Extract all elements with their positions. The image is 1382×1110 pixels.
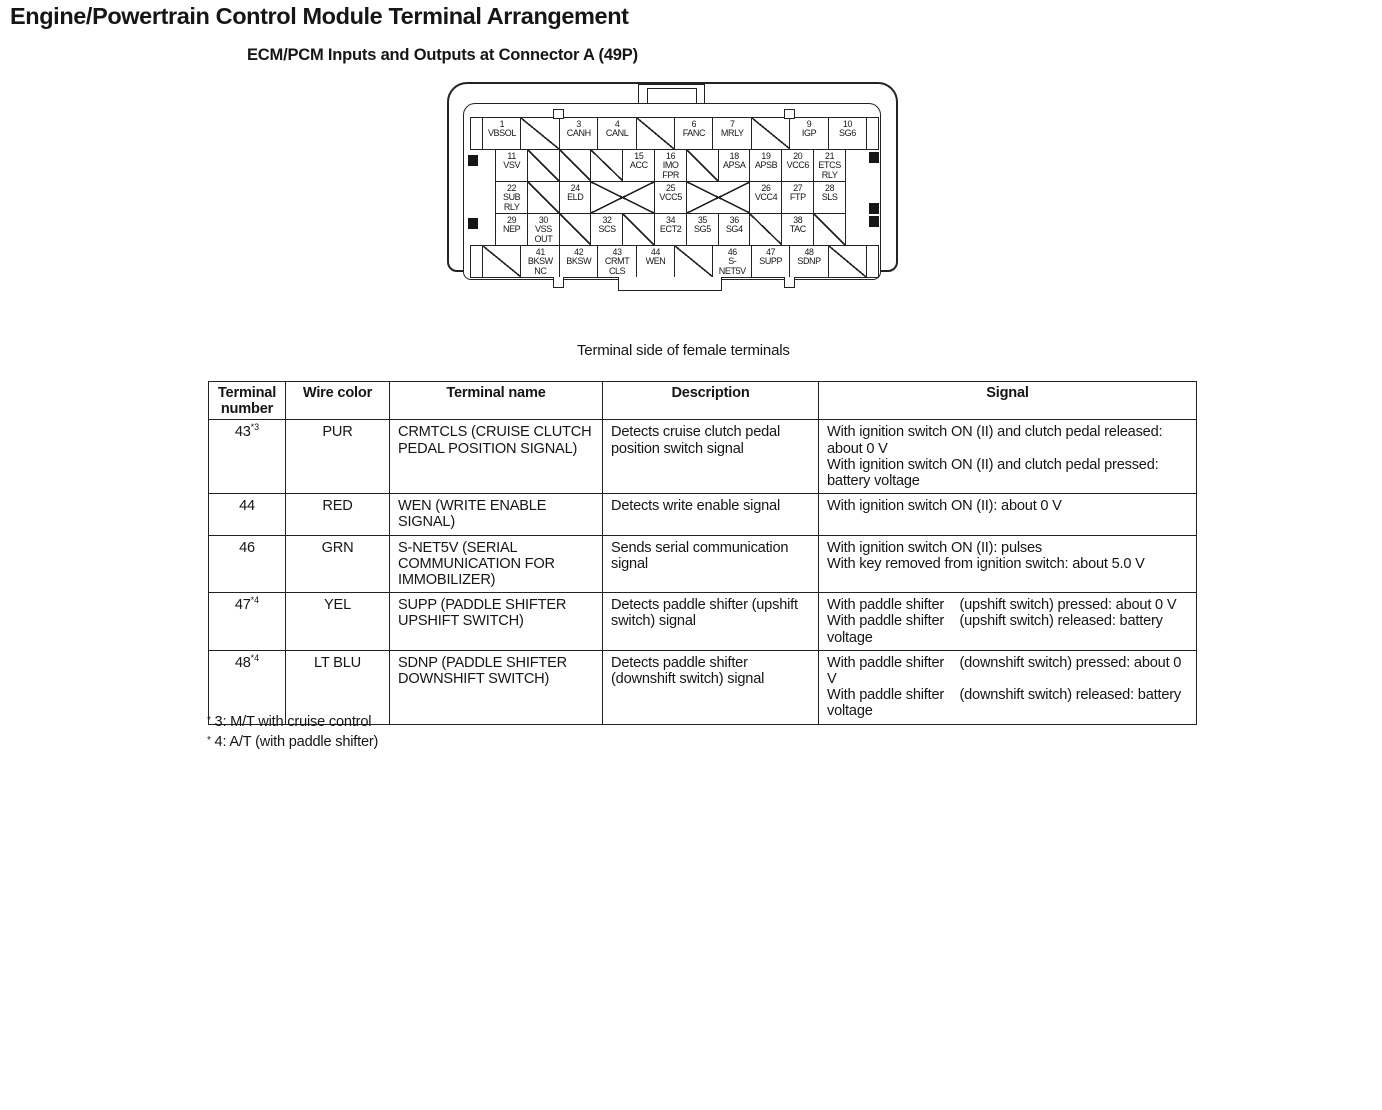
terminal-cell-4	[597, 117, 637, 150]
terminal-number: 47	[766, 246, 776, 257]
blocked-terminal-cell	[622, 213, 655, 246]
column-header: Signal	[819, 382, 1197, 420]
terminal-label: IMO	[662, 160, 679, 171]
terminal-name-cell: SDNP (PADDLE SHIFTER DOWNSHIFT SWITCH)	[390, 650, 603, 724]
bottom-tab-left	[553, 277, 564, 288]
table-row	[209, 593, 1197, 651]
signal-line: With ignition switch ON (II): about 0 V	[827, 498, 1062, 515]
wire-color-cell: LT BLU	[286, 650, 390, 724]
wire-color-cell: PUR	[286, 420, 390, 494]
description-cell: Detects paddle shifter (upshift switch) signal	[603, 593, 819, 651]
blocked-terminal-cell	[482, 245, 522, 278]
terminal-cell-6	[674, 117, 714, 150]
connector-caption: Terminal side of female terminals	[577, 342, 790, 359]
end-cap-cell	[866, 117, 880, 150]
terminal-cell-44	[636, 245, 676, 278]
end-cap-cell	[866, 245, 880, 278]
terminal-number: 24	[570, 182, 580, 193]
terminal-cell-48	[789, 245, 829, 278]
terminal-cell-34	[654, 213, 687, 246]
blocked-terminal-cell	[520, 117, 560, 150]
terminal-cell-42	[559, 245, 599, 278]
terminal-cell-9	[789, 117, 829, 150]
description-cell: Detects paddle shifter (downshift switch) signal	[603, 650, 819, 724]
terminal-label: SCS	[598, 224, 616, 235]
signal-line: With paddle shifter (downshift switch) released: battery voltage	[827, 687, 1185, 720]
terminal-label: VBSOL	[487, 128, 516, 139]
blocked-terminal-cell	[590, 149, 623, 182]
terminal-cell-29	[495, 213, 528, 246]
terminal-row-1	[470, 117, 879, 150]
terminal-number: 21	[825, 150, 835, 161]
terminal-label: CANH	[566, 128, 591, 139]
terminal-label: RLY	[821, 169, 838, 180]
blocked-terminal-cell	[751, 117, 791, 150]
asterisk-marker: *	[207, 715, 211, 726]
signal-line: With ignition switch ON (II) and clutch pedal released: about 0 V	[827, 424, 1167, 457]
terminal-cell-18	[718, 149, 751, 182]
terminal-label: CANL	[605, 128, 629, 139]
connector-diagram	[447, 82, 899, 312]
terminal-row-5	[470, 245, 879, 278]
terminal-number: 29	[507, 214, 517, 225]
terminal-label: SG5	[694, 224, 711, 235]
signal-line: With key removed from ignition switch: about 5.0 V	[827, 555, 1145, 572]
terminal-number: 25	[666, 182, 676, 193]
terminal-cell-24	[559, 181, 592, 214]
side-clip-right-mid	[869, 203, 879, 214]
terminal-label: BKSW	[527, 256, 553, 267]
terminal-label: SG4	[725, 224, 743, 235]
wire-color-cell: GRN	[286, 535, 390, 593]
column-header: Terminal name	[390, 382, 603, 420]
terminal-number: 32	[602, 214, 612, 225]
terminal-number: 42	[574, 246, 584, 257]
terminal-number: 16	[666, 150, 676, 161]
terminal-label: FPR	[662, 169, 680, 180]
terminal-number: 4	[614, 118, 620, 129]
connector-top-lock-tab-inner	[647, 88, 697, 104]
terminal-number: 26	[761, 182, 771, 193]
terminal-label: OUT	[534, 233, 553, 244]
terminal-name-cell: SUPP (PADDLE SHIFTER UPSHIFT SWITCH)	[390, 593, 603, 651]
column-header: Wire color	[286, 382, 390, 420]
terminal-label: NC	[534, 265, 547, 276]
terminal-number: 15	[634, 150, 644, 161]
blocked-terminal-cell	[828, 245, 868, 278]
bottom-tab-right	[784, 277, 795, 288]
terminal-cell-47	[751, 245, 791, 278]
terminal-label: CRMT	[604, 256, 630, 267]
terminal-table-wrapper	[208, 381, 1197, 725]
terminal-number: 36	[729, 214, 739, 225]
column-header: Terminal number	[209, 382, 286, 420]
terminal-number-cell: 48$^{*4}$	[209, 650, 286, 724]
blocked-terminal-cell	[559, 149, 592, 182]
terminal-number: 6	[691, 118, 697, 129]
terminal-cell-20	[781, 149, 814, 182]
blocked-terminal-cell	[813, 213, 846, 246]
terminal-number: 1	[499, 118, 505, 129]
terminal-row-4	[495, 213, 846, 246]
terminal-cell-22	[495, 181, 528, 214]
terminal-cell-36	[718, 213, 751, 246]
terminal-label: VSS	[535, 224, 552, 235]
terminal-label: ECT2	[659, 224, 682, 235]
terminal-label: VCC5	[659, 192, 682, 203]
signal-cell	[819, 593, 1197, 651]
table-row	[209, 494, 1197, 535]
terminal-cell-27	[781, 181, 814, 214]
blocked-terminal-cell	[590, 181, 655, 214]
terminal-number: 9	[806, 118, 812, 129]
table-row	[209, 535, 1197, 593]
terminal-cell-30	[527, 213, 560, 246]
blocked-terminal-cell	[636, 117, 676, 150]
terminal-row-3	[495, 181, 846, 214]
table-header-row	[209, 382, 1197, 420]
terminal-cell-28	[813, 181, 846, 214]
terminal-cell-25	[654, 181, 687, 214]
terminal-label: NET5V	[718, 265, 746, 276]
footnote-marker: *3	[250, 422, 260, 433]
terminal-number: 30	[538, 214, 549, 225]
terminal-number: 20	[793, 150, 803, 161]
terminal-cell-46	[712, 245, 752, 278]
terminal-label: APSB	[754, 160, 778, 171]
terminal-cell-3	[559, 117, 599, 150]
terminal-name-cell: WEN (WRITE ENABLE SIGNAL)	[390, 494, 603, 535]
terminal-number-cell: 44	[209, 494, 286, 535]
blocked-terminal-cell	[674, 245, 714, 278]
asterisk-marker: *	[207, 734, 211, 746]
blocked-terminal-cell	[686, 149, 719, 182]
terminal-number-cell: 43$^{*3}$	[209, 420, 286, 494]
terminal-label: VCC4	[754, 192, 778, 203]
terminal-label: BKSW	[566, 256, 592, 267]
wire-color-cell: RED	[286, 494, 390, 535]
terminal-name-cell: S-NET5V (SERIAL COMMUNICATION FOR IMMOBILIZER)	[390, 535, 603, 593]
terminal-cell-43	[597, 245, 637, 278]
terminal-number: 48	[804, 246, 814, 257]
terminal-number: 27	[793, 182, 803, 193]
terminal-number-cell: 47$^{*4}$	[209, 593, 286, 651]
footnote-marker: *4	[250, 595, 260, 606]
terminal-label: CLS	[608, 265, 626, 276]
terminal-number: 43	[612, 246, 622, 257]
terminal-label: S-	[728, 256, 737, 267]
terminal-number: 10	[842, 118, 853, 129]
side-clip-right-lower	[869, 216, 879, 227]
footnote-marker: *4	[250, 652, 260, 663]
terminal-label: SG6	[839, 128, 856, 139]
column-header: Description	[603, 382, 819, 420]
terminal-label: SUB	[502, 192, 521, 203]
terminal-label: TAC	[789, 224, 806, 235]
terminal-number: 7	[729, 118, 735, 129]
bottom-tab-center	[618, 277, 722, 291]
description-cell: Sends serial communication signal	[603, 535, 819, 593]
blocked-terminal-cell	[686, 181, 751, 214]
terminal-number: 38	[793, 214, 803, 225]
terminal-number: 3	[576, 118, 582, 129]
terminal-row-2	[495, 149, 846, 182]
terminal-number: 35	[697, 214, 708, 225]
signal-cell	[819, 420, 1197, 494]
terminal-label: SLS	[821, 192, 838, 203]
terminal-cell-21	[813, 149, 846, 182]
table-row	[209, 420, 1197, 494]
blocked-terminal-cell	[527, 181, 560, 214]
terminal-number: 34	[666, 214, 676, 225]
signal-cell	[819, 535, 1197, 593]
side-clip-right-upper	[869, 152, 879, 163]
signal-cell	[819, 650, 1197, 724]
description-cell: Detects cruise clutch pedal position switch signal	[603, 420, 819, 494]
terminal-label: MRLY	[720, 128, 744, 139]
terminal-label: VSV	[503, 160, 521, 171]
side-clip-left-lower	[468, 218, 478, 229]
blocked-terminal-cell	[527, 149, 560, 182]
terminal-cell-19	[749, 149, 782, 182]
signal-line: With ignition switch ON (II) and clutch pedal pressed: battery voltage	[827, 456, 1163, 490]
terminal-label: ELD	[567, 192, 584, 203]
footnote-line: * 3: M/T with cruise control	[207, 714, 372, 730]
terminal-cell-32	[590, 213, 623, 246]
terminal-label: VCC6	[786, 160, 810, 171]
keying-notch-right	[784, 109, 795, 119]
blocked-terminal-cell	[559, 213, 592, 246]
terminal-number: 44	[650, 246, 661, 257]
terminal-cell-26	[749, 181, 782, 214]
footnotes	[207, 712, 378, 751]
wire-color-cell: YEL	[286, 593, 390, 651]
terminal-cell-41	[520, 245, 560, 278]
terminal-number: 22	[507, 182, 517, 193]
terminal-label: APSA	[723, 160, 746, 171]
terminal-label: FANC	[682, 128, 706, 139]
keying-notch-left	[553, 109, 564, 119]
terminal-name-cell: CRMTCLS (CRUISE CLUTCH PEDAL POSITION SIGNAL)	[390, 420, 603, 494]
terminal-label: SUPP	[759, 256, 783, 267]
terminal-cell-10	[828, 117, 868, 150]
terminal-cell-16	[654, 149, 687, 182]
terminal-label: FTP	[789, 192, 806, 203]
signal-line: With paddle shifter (upshift switch) released: battery voltage	[827, 613, 1167, 646]
terminal-cell-35	[686, 213, 719, 246]
terminal-cell-7	[712, 117, 752, 150]
terminal-cell-38	[781, 213, 814, 246]
terminal-label: RLY	[503, 201, 520, 212]
terminal-label: NEP	[502, 224, 521, 235]
terminal-label: IGP	[801, 128, 817, 139]
terminal-number-cell: 46	[209, 535, 286, 593]
blocked-terminal-cell	[749, 213, 782, 246]
terminal-table	[208, 381, 1197, 725]
terminal-number: 28	[825, 182, 835, 193]
terminal-cell-1	[482, 117, 522, 150]
terminal-cell-15	[622, 149, 655, 182]
side-clip-left-upper	[468, 155, 478, 166]
signal-line: With paddle shifter (upshift switch) pressed: about 0 V	[827, 597, 1177, 614]
terminal-number: 46	[727, 246, 737, 257]
terminal-number: 18	[729, 150, 739, 161]
signal-line: With paddle shifter (downshift switch) pressed: about 0 V	[827, 654, 1186, 688]
signal-line: With ignition switch ON (II): pulses	[827, 539, 1043, 556]
terminal-cell-11	[495, 149, 528, 182]
footnote-line: * 4: A/T (with paddle shifter)	[207, 733, 379, 750]
page-title: Engine/Powertrain Control Module Terminal Arrangement	[10, 3, 629, 29]
description-cell: Detects write enable signal	[603, 494, 819, 535]
diagram-subtitle: ECM/PCM Inputs and Outputs at Connector A (49P)	[247, 46, 638, 64]
terminal-number: 19	[761, 150, 771, 161]
signal-cell	[819, 494, 1197, 535]
terminal-label: ACC	[629, 160, 648, 171]
terminal-number: 11	[507, 150, 516, 161]
terminal-label: SDNP	[797, 256, 821, 267]
terminal-number: 41	[535, 246, 545, 257]
terminal-label: WEN	[645, 256, 666, 267]
terminal-label: ETCS	[818, 160, 841, 171]
